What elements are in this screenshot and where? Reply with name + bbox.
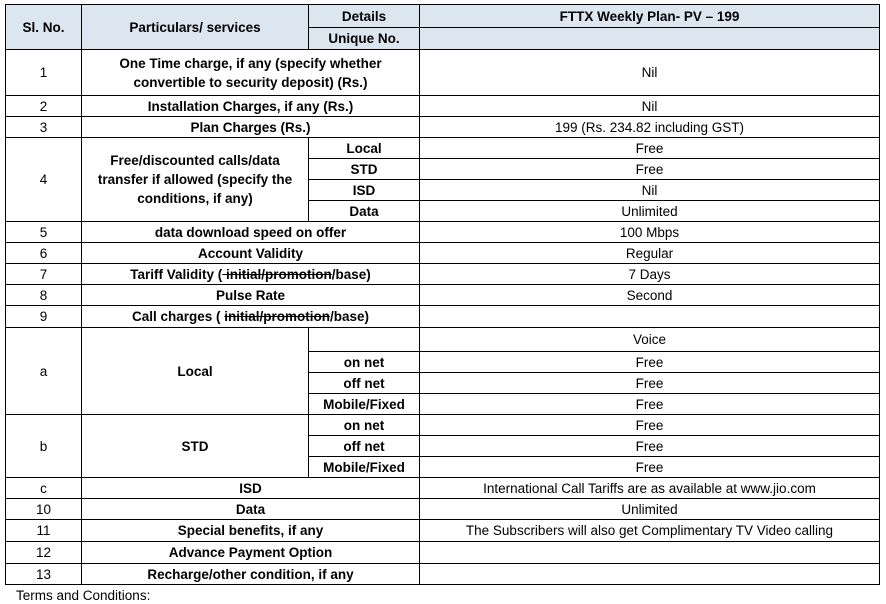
row-particular: Recharge/other condition, if any xyxy=(82,564,420,585)
sub-value-std: Free xyxy=(420,159,880,180)
header-sl-no: Sl. No. xyxy=(6,5,82,50)
sub-value-mobile-fixed: Free xyxy=(420,457,880,478)
sub-label-std: STD xyxy=(309,159,420,180)
terms-heading: Terms and Conditions: xyxy=(16,588,151,603)
sub-value-on-net: Free xyxy=(420,352,880,373)
particular-struck: initial/promotion xyxy=(224,309,330,324)
row-value: Second xyxy=(420,285,880,306)
row-number: 6 xyxy=(6,243,82,264)
row-number: 10 xyxy=(6,499,82,520)
row-number: 5 xyxy=(6,222,82,243)
sub-value-local: Free xyxy=(420,138,880,159)
row-number: 1 xyxy=(6,50,82,96)
row-particular: Pulse Rate xyxy=(82,285,420,306)
row-value: 100 Mbps xyxy=(420,222,880,243)
sub-label-isd: ISD xyxy=(309,180,420,201)
row-particular: Free/discounted calls/data transfer if allowed (specify the conditions, if any) xyxy=(82,138,309,222)
row-number: c xyxy=(6,478,82,499)
row-value xyxy=(420,306,880,328)
table-row xyxy=(6,520,880,542)
sub-label-data: Data xyxy=(309,201,420,222)
row-particular: Local xyxy=(82,328,309,415)
row-particular xyxy=(82,264,420,285)
table-row xyxy=(6,50,880,96)
sub-value-data: Unlimited xyxy=(420,201,880,222)
row-value: Unlimited xyxy=(420,499,880,520)
row-particular xyxy=(82,306,420,328)
table-row xyxy=(6,96,880,117)
row-particular: Installation Charges, if any (Rs.) xyxy=(82,96,420,117)
row-value: Nil xyxy=(420,96,880,117)
sub-label-off-net: off net xyxy=(309,373,420,394)
header-plan-name: FTTX Weekly Plan- PV – 199 xyxy=(420,5,880,28)
row-particular: data download speed on offer xyxy=(82,222,420,243)
row-particular: ISD xyxy=(82,478,420,499)
row-value: 7 Days xyxy=(420,264,880,285)
particular-suffix: /base) xyxy=(330,309,370,324)
voice-header: Voice xyxy=(420,328,880,352)
sub-label-mobile-fixed: Mobile/Fixed xyxy=(309,457,420,478)
table-row xyxy=(6,285,880,306)
sub-label-off-net: off net xyxy=(309,436,420,457)
row-number: 8 xyxy=(6,285,82,306)
table-row xyxy=(6,264,880,285)
sub-label-empty xyxy=(309,328,420,352)
row-particular: Account Validity xyxy=(82,243,420,264)
row-number: a xyxy=(6,328,82,415)
tariff-table xyxy=(5,4,880,585)
header-unique-no: Unique No. xyxy=(309,28,420,50)
sub-value-mobile-fixed: Free xyxy=(420,394,880,415)
row-number: 4 xyxy=(6,138,82,222)
row-particular: Data xyxy=(82,499,420,520)
header-unique-no-value xyxy=(420,28,880,50)
row-particular: One Time charge, if any (specify whether convertible to security deposit) (Rs.) xyxy=(82,50,420,96)
table-row xyxy=(6,415,880,436)
table-row xyxy=(6,306,880,328)
table-row xyxy=(6,542,880,564)
table-row xyxy=(6,222,880,243)
sub-label-mobile-fixed: Mobile/Fixed xyxy=(309,394,420,415)
row-value: International Call Tariffs are as available at www.jio.com xyxy=(420,478,880,499)
row-value: The Subscribers will also get Complimentary TV Video calling xyxy=(420,520,880,542)
particular-struck: initial/promotion xyxy=(222,266,332,282)
header-details: Details xyxy=(309,5,420,28)
table-row xyxy=(6,564,880,585)
row-number: 11 xyxy=(6,520,82,542)
table-row xyxy=(6,243,880,264)
row-particular: Special benefits, if any xyxy=(82,520,420,542)
sub-value-off-net: Free xyxy=(420,436,880,457)
table-row xyxy=(6,499,880,520)
table-row xyxy=(6,138,880,159)
particular-prefix: Tariff Validity ( xyxy=(130,266,223,282)
row-number: b xyxy=(6,415,82,478)
row-value: 199 (Rs. 234.82 including GST) xyxy=(420,117,880,138)
table-row xyxy=(6,478,880,499)
sub-value-off-net: Free xyxy=(420,373,880,394)
row-particular: STD xyxy=(82,415,309,478)
header-particulars: Particulars/ services xyxy=(82,5,309,50)
row-particular: Advance Payment Option xyxy=(82,542,420,564)
row-value: Nil xyxy=(420,50,880,96)
row-number: 2 xyxy=(6,96,82,117)
sub-value-on-net: Free xyxy=(420,415,880,436)
sub-label-on-net: on net xyxy=(309,415,420,436)
row-value xyxy=(420,542,880,564)
row-number: 3 xyxy=(6,117,82,138)
row-number: 7 xyxy=(6,264,82,285)
particular-suffix: /base) xyxy=(331,266,371,282)
particular-prefix: Call charges ( xyxy=(131,309,225,324)
sub-label-local: Local xyxy=(309,138,420,159)
sub-value-isd: Nil xyxy=(420,180,880,201)
row-number: 13 xyxy=(6,564,82,585)
row-value: Regular xyxy=(420,243,880,264)
row-number: 12 xyxy=(6,542,82,564)
sub-label-on-net: on net xyxy=(309,352,420,373)
table-row xyxy=(6,117,880,138)
row-number: 9 xyxy=(6,306,82,328)
row-value xyxy=(420,564,880,585)
table-row xyxy=(6,328,880,352)
row-particular: Plan Charges (Rs.) xyxy=(82,117,420,138)
